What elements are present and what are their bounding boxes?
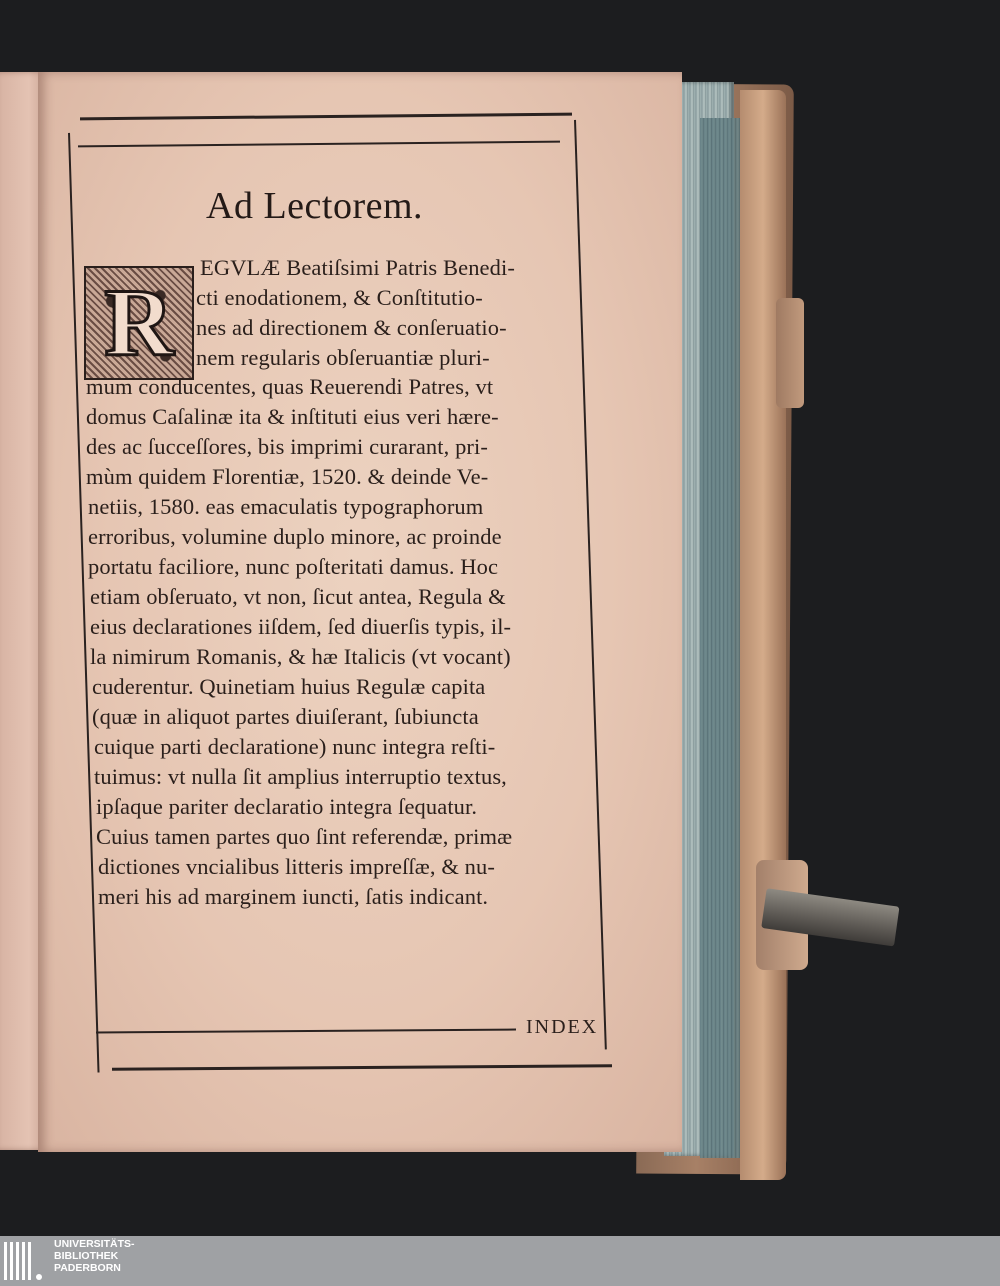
logo-line: UNIVERSITÄTS- — [54, 1238, 135, 1250]
page-title: Ad Lectorem. — [206, 185, 424, 227]
text-line: la nimirum Romanis, & hæ Italicis (vt vocant) — [90, 644, 511, 669]
text-line: tuimus: vt nulla ſit amplius interruptio textus, — [94, 764, 507, 789]
text-line: cti enodationem, & Conſtitutio- — [196, 285, 483, 310]
library-logo-icon — [4, 1242, 46, 1280]
catchword: INDEX — [526, 1016, 599, 1038]
text-line: mum conducentes, quas Reuerendi Patres, vt — [86, 374, 494, 399]
text-line: netiis, 1580. eas emaculatis typographorum — [88, 494, 484, 519]
text-line: cuique parti declaratione) nunc integra reſti- — [94, 734, 496, 759]
text-line: eius declarationes iiſdem, ſed diuerſis typis, il- — [90, 614, 512, 639]
text-line: erroribus, volumine duplo minore, ac proinde — [88, 524, 502, 549]
text-line: dictiones vncialibus litteris impreſſæ, & nu- — [98, 854, 495, 879]
logo-line: BIBLIOTHEK — [54, 1250, 119, 1262]
text-line: domus Caſalinæ ita & inſtituti eius veri hære- — [86, 404, 499, 429]
text-line: nes ad directionem & conſeruatio- — [196, 315, 507, 340]
text-line: etiam obſeruato, vt non, ſicut antea, Regula & — [90, 584, 506, 609]
logo-line: PADERBORN — [54, 1262, 121, 1274]
text-line: meri his ad marginem iuncti, ſatis indicant. — [98, 884, 489, 909]
decorated-initial — [84, 266, 194, 380]
upper-clasp — [776, 298, 804, 408]
text-line: portatu faciliore, nunc poſteritati damus. Hoc — [88, 554, 499, 579]
text-line: Cuius tamen partes quo ſint referendæ, primæ — [96, 824, 513, 849]
text-line: cuderentur. Quinetiam huius Regulæ capita — [92, 674, 486, 699]
library-logo-text — [54, 1238, 135, 1274]
library-footer-bar — [0, 1236, 1000, 1286]
text-line: nem regularis obſeruantiæ pluri- — [196, 345, 490, 370]
text-line: (quæ in aliquot partes diuiſerant, ſubiuncta — [92, 704, 479, 729]
text-line: des ac ſucceſſores, bis imprimi curarant, pri- — [86, 434, 488, 459]
text-line: EGVLÆ Beatiſsimi Patris Benedi- — [200, 255, 515, 280]
initial-letter: R — [104, 269, 174, 376]
book-page — [38, 72, 682, 1152]
text-line: ipſaque pariter declaratio integra ſequatur. — [96, 794, 478, 819]
leather-cover-edge — [740, 90, 786, 1180]
text-line: mùm quidem Florentiæ, 1520. & deinde Ve- — [86, 464, 489, 489]
